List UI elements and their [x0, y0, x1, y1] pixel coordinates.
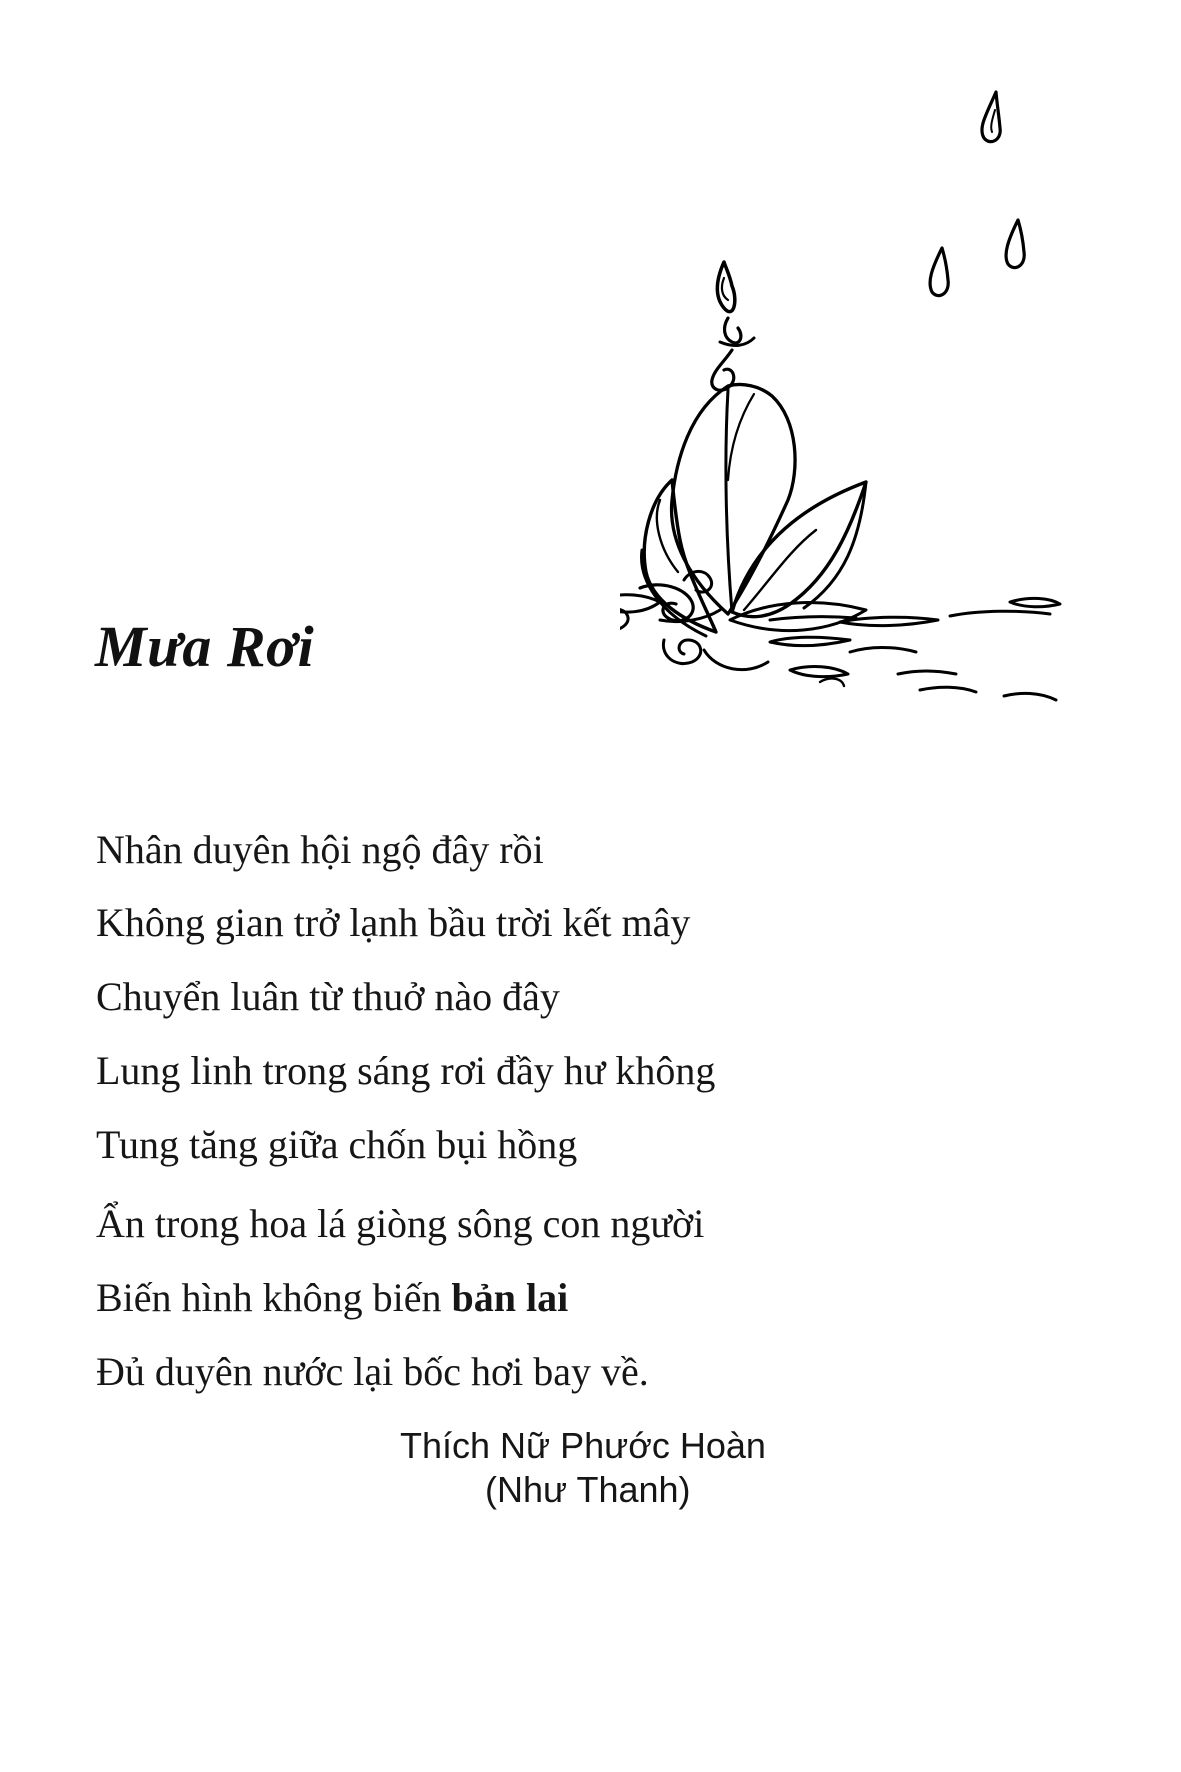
- poem-line: Chuyển luân từ thuở nào đây: [96, 974, 560, 1019]
- poem-emphasis: bản lai: [451, 1275, 569, 1320]
- poem-line: Ẩn trong hoa lá giòng sông con người: [96, 1201, 705, 1246]
- poem-title: Mưa Rơi: [95, 614, 315, 679]
- poem-line: Nhân duyên hội ngộ đây rồi: [96, 827, 544, 872]
- poem-line: Đủ duyên nước lại bốc hơi bay về.: [96, 1349, 649, 1394]
- poem-line: Biến hình không biến bản lai: [96, 1275, 569, 1320]
- author-name: Thích Nữ Phước Hoàn: [400, 1425, 766, 1466]
- candle-lotus-rain-icon: [620, 80, 1140, 740]
- poem-line: Tung tăng giữa chốn bụi hồng: [96, 1122, 578, 1167]
- author-pen-name: (Như Thanh): [485, 1469, 691, 1510]
- poem-line: Không gian trở lạnh bầu trời kết mây: [96, 900, 691, 945]
- poem-line: Lung linh trong sáng rơi đầy hư không: [96, 1048, 716, 1093]
